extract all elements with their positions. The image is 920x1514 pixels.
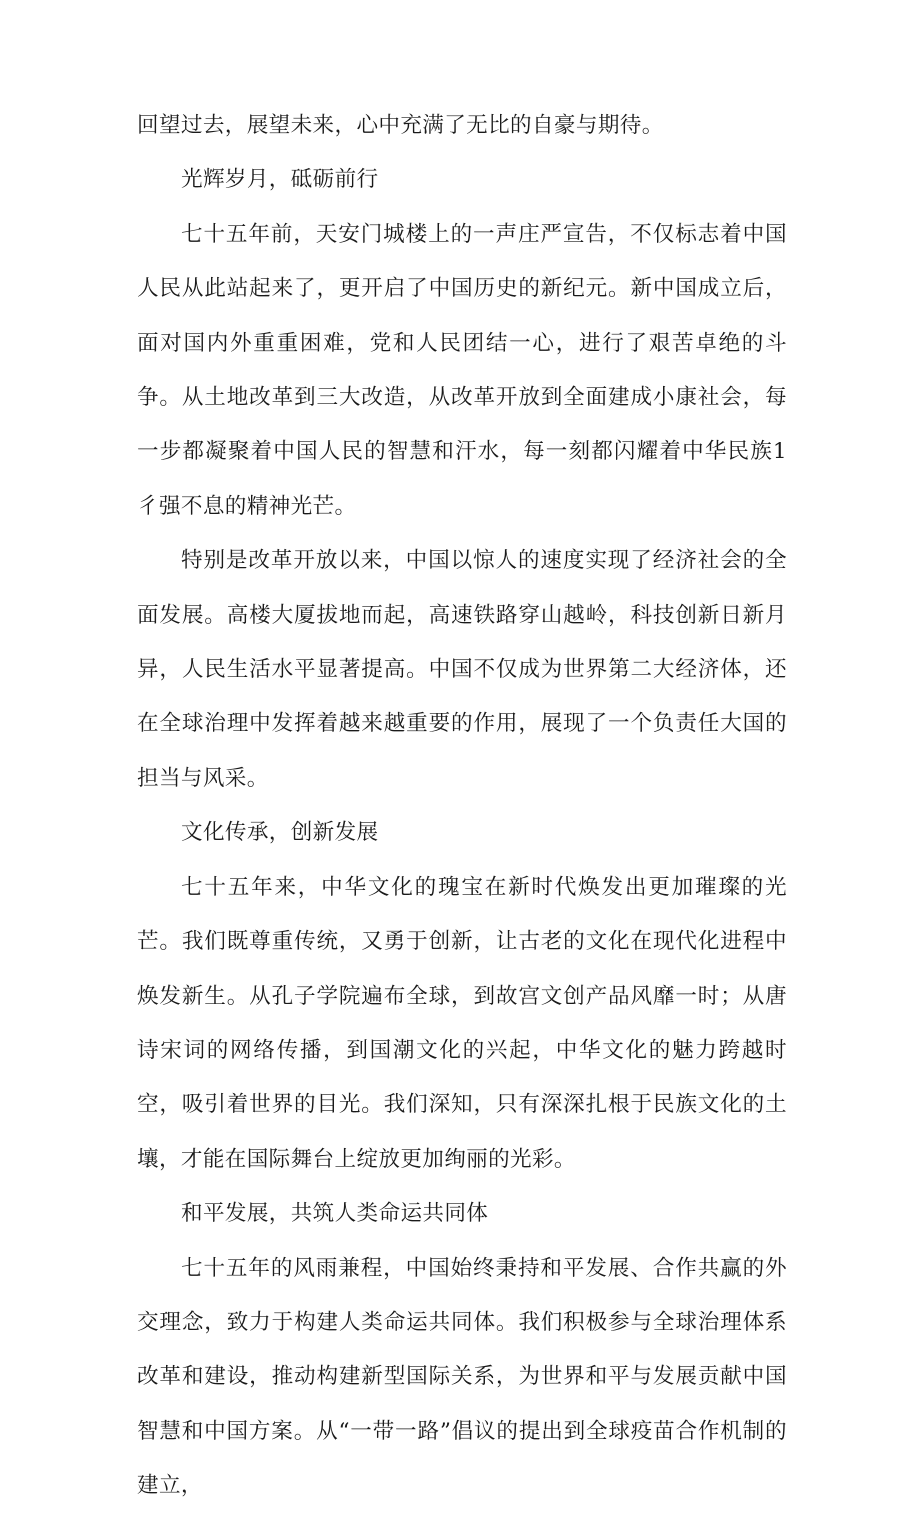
section-heading-cultural-heritage: 文化传承，创新发展 [181,820,379,846]
section-heading-glorious-years: 光辉岁月，砥砺前行 [181,167,379,193]
paragraph-intro-tail: 回望过去，展望未来，心中充满了无比的自豪与期待。 [137,113,664,138]
document-body [137,99,787,1514]
paragraph-shared-future: 七十五年的风雨兼程，中国始终秉持和平发展、合作共赢的外交理念，致力于构建人类命运共同体。我们积极参与全球治理体系改革和建设，推动构建新型国际关系，为世界和平与发展贡献中国智慧和中国方案。从“一带一路”倡议的提出到全球疫苗合作机制的建立， [137,1255,787,1499]
paragraph-chinese-culture: 七十五年来，中华文化的瑰宝在新时代焕发出更加璀璨的光芒。我们既尊重传统，又勇于创新，让古老的文化在现代化进程中焕发新生。从孔子学院遍布全球，到故宫文创产品风靡一时；从唐诗宋词的网络传播，到国潮文化的兴起，中华文化的魅力跨越时空，吸引着世界的目光。我们深知，只有深深扎根于民族文化的土壤，才能在国际舞台上绽放更加绚丽的光彩。 [137,874,787,1172]
paragraph-seventy-five-years-ago: 七十五年前，天安门城楼上的一声庄严宣告，不仅标志着中国人民从此站起来了，更开启了中国历史的新纪元。新中国成立后，面对国内外重重困难，党和人民团结一心，进行了艰苦卓绝的斗争。从土地改革到三大改造，从改革开放到全面建成小康社会，每一步都凝聚着中国人民的智慧和汗水，每一刻都闪耀着中华民族1彳强不息的精神光芒。 [137,221,787,519]
paragraph-reform-and-opening: 特别是改革开放以来，中国以惊人的速度实现了经济社会的全面发展。高楼大厦拔地而起，高速铁路穿山越岭，科技创新日新月异，人民生活水平显著提高。中国不仅成为世界第二大经济体，还在全球治理中发挥着越来越重要的作用，展现了一个负责任大国的担当与风采。 [137,548,787,791]
section-heading-peaceful-development: 和平发展，共筑人类命运共同体 [181,1201,489,1227]
